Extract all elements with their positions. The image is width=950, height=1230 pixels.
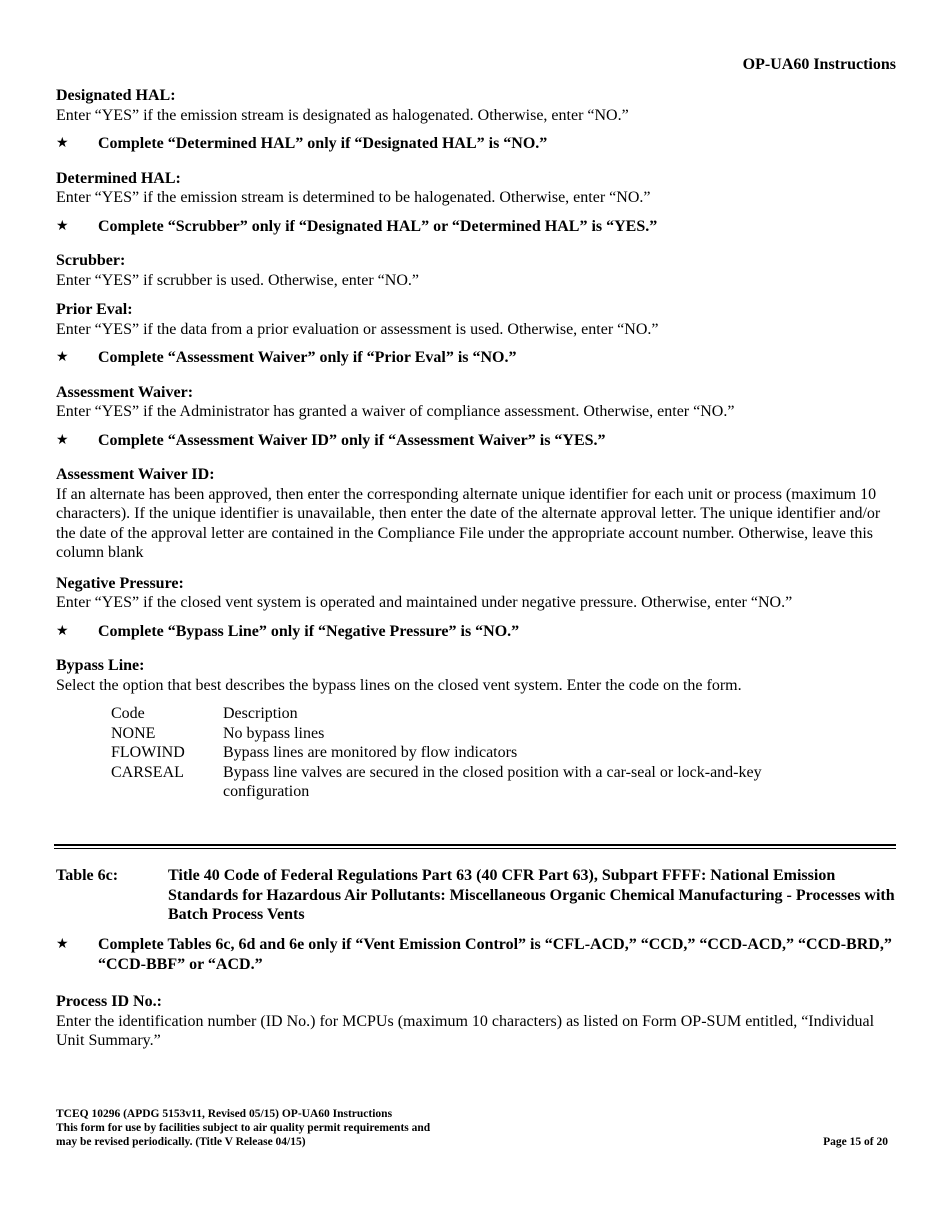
star-icon: ★ [56,937,69,952]
description-cell: Bypass lines are monitored by flow indicators [223,744,518,761]
table-row [111,724,813,744]
bypass-code-table [111,704,813,802]
section-determined-hal [56,169,896,208]
description-cell: No bypass lines [223,724,325,742]
footer-release-note: may be revised periodically. (Title V Release 04/15) [56,1136,306,1148]
section-title: Determined HAL: [56,169,181,187]
note-text: Complete “Assessment Waiver” only if “Prior Eval” is “NO.” [98,349,517,366]
section-assessment-waiver-id [56,465,896,563]
description-cell: Bypass line valves are secured in the closed position with a car-seal or lock-and-key configuration [223,763,762,800]
section-body: Enter “YES” if the emission stream is determined to be halogenated. Otherwise, enter “NO.” [56,189,651,206]
code-cell: NONE [111,724,156,742]
conditional-note [56,134,896,154]
section-body: Enter “YES” if the emission stream is designated as halogenated. Otherwise, enter “NO.” [56,106,629,124]
table-label: Table 6c: [56,867,119,884]
section-assessment-waiver [56,383,896,422]
section-body: Enter the identification number (ID No.) for MCPUs (maximum 10 characters) as listed on Form OP-SUM entitled, “Individual Unit Summary.” [56,1012,875,1049]
page-footer [56,1107,888,1149]
section-process-id [56,992,896,1051]
section-designated-hal [56,86,896,125]
section-body: Enter “YES” if the closed vent system is operated and maintained under negative pressure. Otherwise, enter “NO.” [56,594,793,611]
footer-form-id: TCEQ 10296 (APDG 5153v11, Revised 05/15) OP-UA60 Instructions [56,1108,393,1120]
footer-usage-note: This form for use by facilities subject to air quality permit requirements and [56,1122,431,1134]
table-header-row [111,704,813,724]
section-negative-pressure [56,574,896,613]
section-title: Negative Pressure: [56,574,184,592]
column-header-description: Description [223,705,298,722]
code-cell: CARSEAL [111,763,184,781]
conditional-note [56,622,896,642]
note-text: Complete “Determined HAL” only if “Designated HAL” is “NO.” [98,135,548,152]
instructions-content [56,86,896,802]
star-icon: ★ [56,432,69,448]
section-body: Enter “YES” if scrubber is used. Otherwise, enter “NO.” [56,271,419,289]
table-row [111,743,813,763]
section-title: Designated HAL: [56,87,176,104]
table-row [111,763,813,802]
page-header-title: OP-UA60 Instructions [742,56,896,73]
table-6c-heading [56,866,896,925]
table-title: Title 40 Code of Federal Regulations Part 63 (40 CFR Part 63), Subpart FFFF: National Emission Standards for Hazardous Air Pollutants: Miscellaneous Organic Chemical Manufacturing - Processes with Batch Process Vents [168,867,895,923]
conditional-note [56,217,896,237]
page-number: Page 15 of 20 [823,1136,888,1148]
section-body: Select the option that best describes the bypass lines on the closed vent system. Enter the code on the form. [56,676,742,694]
conditional-note [56,348,896,368]
section-bypass-line [56,656,896,695]
note-text: Complete “Bypass Line” only if “Negative Pressure” is “NO.” [98,622,520,640]
section-title: Assessment Waiver ID: [56,466,215,483]
note-text: Complete “Assessment Waiver ID” only if “Assessment Waiver” is “YES.” [98,431,606,449]
star-icon: ★ [56,350,69,365]
column-header-code: Code [111,705,145,722]
section-body: Enter “YES” if the Administrator has granted a waiver of compliance assessment. Otherwise, enter “NO.” [56,403,735,420]
section-title: Prior Eval: [56,301,133,318]
note-text: Complete “Scrubber” only if “Designated HAL” or “Determined HAL” is “YES.” [98,217,658,235]
section-body: If an alternate has been approved, then enter the corresponding alternate unique identifier for each unit or process (maximum 10 characters). If the unique identifier is unavailable, then enter the date of the alternate approval letter. The unique identifier and/or the date of the approval letter are contained in the Compliance File under the appropriate account number. Otherwise, leave this column blank [56,485,881,561]
section-body: Enter “YES” if the data from a prior evaluation or assessment is used. Otherwise, enter “NO.” [56,320,659,338]
star-icon: ★ [56,136,69,151]
star-icon: ★ [56,218,69,234]
table-6c-content [56,934,896,1060]
section-title: Process ID No.: [56,993,162,1010]
section-scrubber [56,251,896,290]
conditional-note [56,431,896,451]
section-title: Bypass Line: [56,657,145,674]
conditional-note [56,935,896,974]
section-title: Assessment Waiver: [56,383,194,401]
star-icon: ★ [56,623,69,639]
code-cell: FLOWIND [111,744,185,761]
section-title: Scrubber: [56,252,126,269]
note-text: Complete Tables 6c, 6d and 6e only if “Vent Emission Control” is “CFL-ACD,” “CCD,” “CCD-ACD,” “CCD-BRD,” “CCD-BBF” or “ACD.” [98,936,892,973]
section-prior-eval [56,300,896,339]
section-divider [54,844,896,849]
